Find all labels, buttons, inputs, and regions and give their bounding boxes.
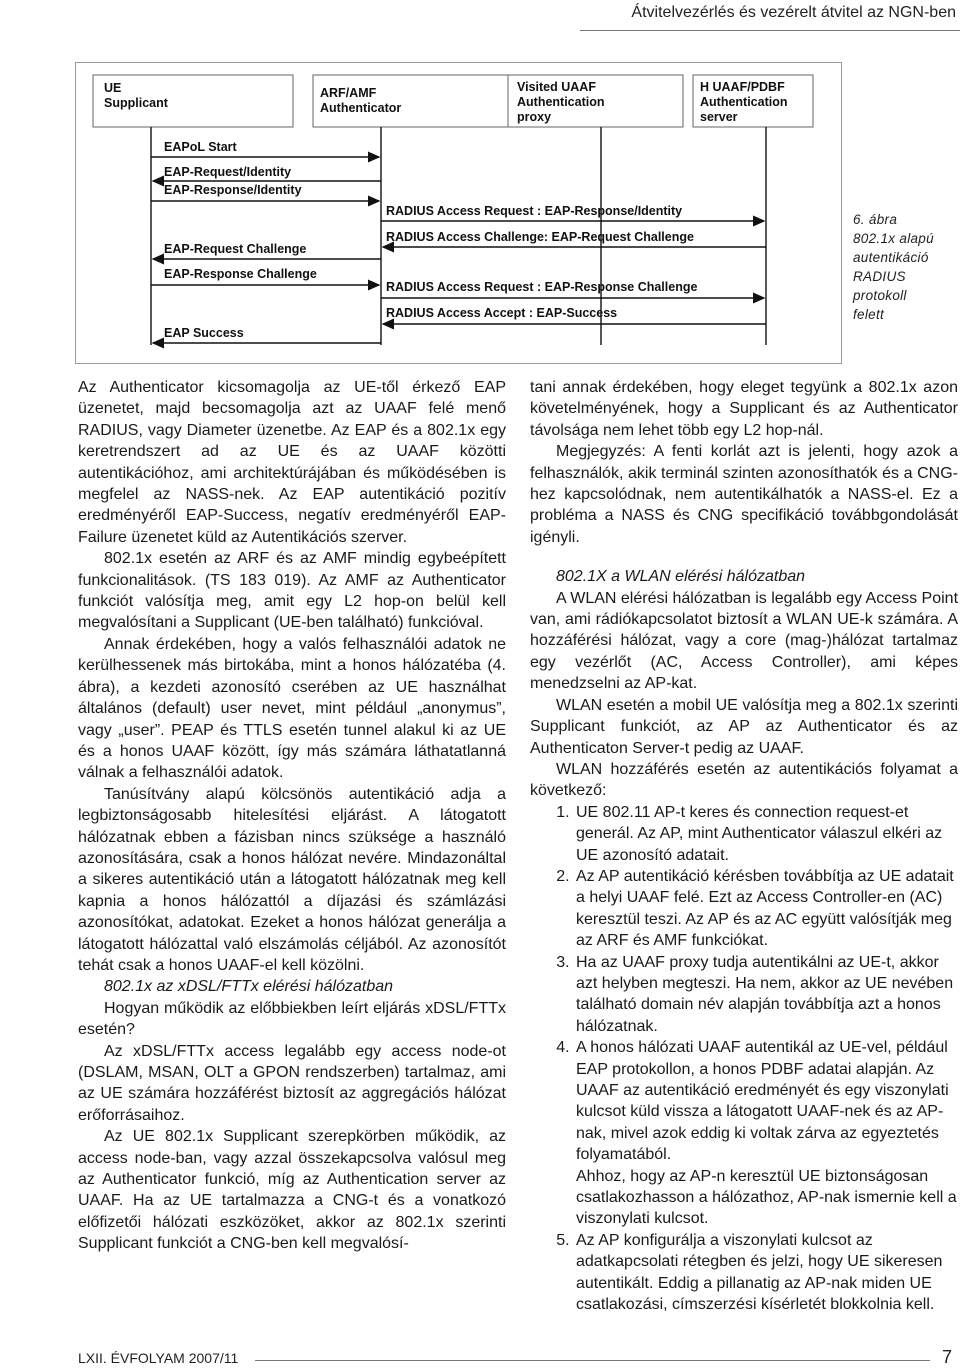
col-home-line1: H UAAF/PDBF [700, 80, 785, 94]
msg-radius-access-request-challenge: RADIUS Access Request : EAP-Response Challenge [386, 280, 698, 294]
sequence-diagram [76, 63, 841, 363]
msg-eap-response-challenge: EAP-Response Challenge [164, 267, 317, 281]
figure-caption [853, 210, 957, 324]
right-column [530, 377, 958, 1315]
col-ue-line1: UE [104, 81, 122, 95]
procedure-list [530, 802, 958, 1316]
paragraph: A WLAN elérési hálózatban is legalább egy Access Point van, ami rádiókapcsolatot biztosít a WLAN UE-k számára. A hozzáférési hálózat, vagy a core (mag-)hálózat tartalmaz egy vezérlőt (AC, Access Controller), ami képes menedzselni az AP-kat. [530, 589, 959, 693]
paragraph: Hogyan működik az előbbiekben leírt eljárás xDSL/FTTx esetén? [78, 999, 506, 1039]
caption-line: 6. ábra [853, 212, 898, 227]
msg-radius-access-accept: RADIUS Access Accept : EAP-Success [386, 306, 618, 320]
col-arf-line1: ARF/AMF [320, 86, 377, 100]
msg-eap-request-identity: EAP-Request/Identity [164, 165, 292, 179]
col-ue-line2: Supplicant [104, 96, 168, 110]
caption-line: 802.1x alapú [853, 231, 934, 246]
caption-line: felett [853, 307, 885, 322]
msg-eapol-start: EAPoL Start [164, 140, 237, 154]
col-home-line3: server [700, 110, 738, 124]
page-number: 7 [941, 1347, 952, 1367]
msg-eap-response-identity: EAP-Response/Identity [164, 183, 302, 197]
msg-eap-request-challenge: EAP-Request Challenge [164, 242, 307, 256]
col-home-line2: Authentication [700, 95, 788, 109]
list-item-text: A honos hálózati UAAF autentikál az UE-vel, például EAP protokollon, a honos PDBF adatai alapján. Az UAAF az autentikáció eredményét és egy viszonylati kulcsot küld vissza a látogatott UAAF-nek és az AP-nak, mivel azok eddig ki voltak zárva az egyeztetés folyamatából. [576, 1039, 949, 1164]
sequence-diagram-figure [75, 62, 842, 364]
footer-rule [255, 1360, 930, 1361]
caption-line: autentikáció [853, 250, 929, 265]
list-item: 3. Ha az UAAF proxy tudja autentikálni az UE-t, akkor azt helyben megteszi. Ha nem, akkor az UE nevében található domain név alapján továbbítja azt a honos hálózatnak. [574, 952, 958, 1038]
paragraph: Az UE 802.1x Supplicant szerepkörben működik, az access node-ban, vagy azzal összekapcsolva valósul meg az Authenticator funkció, míg az Authentication server az UAAF. Ha az UE tartalmazza a CNG-t és a vonatkozó előfizetői hálózati eszközöket, akkor az 802.1x szerinti Supplicant funkciót a CNG-ben kell megvalósí- [78, 1128, 506, 1253]
paragraph: WLAN esetén a mobil UE valósítja meg a 802.1x szerinti Supplicant funkciót, az AP az Authenticator és az Authenticaton Server-t pedig az UAAF. [530, 696, 958, 757]
col-visited-line1: Visited UAAF [517, 80, 596, 94]
paragraph: WLAN hozzáférés esetén az autentikációs folyamat a következő: [530, 760, 958, 800]
paragraph: Az xDSL/FTTx access legalább egy access node-ot (DSLAM, MSAN, OLT a GPON rendszerben) tartalmaz, ami az UE számára hozzáférést biztosít az aggregációs hálózat erőforrásaihoz. [78, 1042, 506, 1124]
msg-eap-success: EAP Success [164, 326, 244, 340]
msg-radius-access-request-identity: RADIUS Access Request : EAP-Response/Identity [386, 204, 683, 218]
col-visited-line2: Authentication [517, 95, 605, 109]
running-head: Átvitelvezérlés és vezérelt átvitel az NGN-ben [631, 4, 956, 21]
caption-line: protokoll [853, 288, 907, 303]
paragraph: 802.1x esetén az ARF és az AMF mindig egybeépített funkcionalitások. (TS 183 019). Az AMF az Authenticator funkciót valósítja meg, amit egy L2 hop-on belül kell megvalósítani a Supplicant (UE-ben található) funkcióval. [78, 550, 506, 632]
paragraph: Az Authenticator kicsomagolja az UE-től érkező EAP üzenetet, majd becsomagolja azt az UAAF felé menő RADIUS, vagy Diameter üzenetbe. Az EAP és a 802.1x egy keretrendszert ad az UE és az UAAF közötti autentikációhoz, ami architektúrájában és működésében is megfelel az NASS-nek. Az EAP autentikáció pozitív eredményéről EAP-Success, negatív eredményéről EAP-Failure üzenetet küld az Autentikációs szerver. [78, 379, 506, 546]
paragraph: Annak érdekében, hogy a valós felhasználói adatok ne kerülhessenek más birtokába, mint a honos hálózatéba (4. ábra), a kezdeti azonosító cserében az UE használhat általános (default) user nevet, mint például „anonymus”, vagy „user”. PEAP és TTLS esetén tunnel alakul ki az UE és a honos UAAF között, így más számára láthatatlanná válnak a felhasználói adatok. [78, 635, 506, 782]
paragraph: Tanúsítvány alapú kölcsönös autentikáció adja a legbiztonságosabb hitelesítési eljárást. A látogatott hálózatnak ebben a fázisban nincs szüksége a használó azonosítására, csak a honos hálózat nevére. Mindazonáltal a sikeres autentikáció után a látogatott hálózatnak meg kell kapnia a honos hálózattól a díjazási és számlázási azonosítókat, adatokat. Ezeket a honos hálózat generálja a látogatott hálózattal való elszámolás céljából. Az azonosítót tehát csak a honos UAAF-el kell közölni. [78, 785, 506, 974]
section-heading: 802.1x az xDSL/FTTx elérési hálózatban [104, 978, 394, 996]
list-item-extra: Ahhoz, hogy az AP-n keresztül UE biztonságosan csatlakozhasson a hálózathoz, AP-nak ismernie kell a viszonylati kulcsot. [576, 1167, 957, 1228]
list-item: 5. Az AP konfigurálja a viszonylati kulcsot az adatkapcsolati rétegben és jelzi, hogy UE sikeresen autentikált. Eddig a pillanatig az AP-nak miden UE csatlakozási, címszerzési kísérletét blokkolnia kell. [574, 1230, 958, 1316]
footer-volume: LXII. ÉVFOLYAM 2007/11 [78, 1350, 239, 1366]
left-column [78, 377, 506, 1255]
section-heading: 802.1X a WLAN elérési hálózatban [556, 568, 806, 586]
col-arf-line2: Authenticator [320, 101, 402, 115]
list-item: 2. Az AP autentikáció kérésben továbbítja az UE adatait a helyi UAAF felé. Ezt az Access Controller-en (AC) keresztül teszi. Az AP és az AC együtt valósítják meg az ARF és AMF funkciókat. [574, 866, 958, 952]
list-item [574, 1037, 958, 1230]
list-item: 1. UE 802.11 AP-t keres és connection request-et generál. Az AP, mint Authenticator válaszul elkéri az UE azonosító adatait. [574, 802, 958, 866]
header-rule [580, 30, 960, 31]
msg-radius-access-challenge: RADIUS Access Challenge: EAP-Request Challenge [386, 230, 694, 244]
paragraph: Megjegyzés: A fenti korlát azt is jelenti, hogy azok a felhasználók, akik terminál szinten azonosíthatók és a CNG-hez kapcsolódnak, nem autentikálhatók a NASS-el. Ez a probléma a NASS és CNG specifikáció továbbgondolását igényli. [530, 443, 958, 546]
caption-line: RADIUS [853, 269, 906, 284]
col-visited-line3: proxy [517, 110, 552, 124]
paragraph: tani annak érdekében, hogy eleget tegyünk a 802.1x azon követelményének, hogy a Supplicant és az Authenticator távolsága nem lehet több egy L2 hop-nál. [530, 379, 958, 439]
